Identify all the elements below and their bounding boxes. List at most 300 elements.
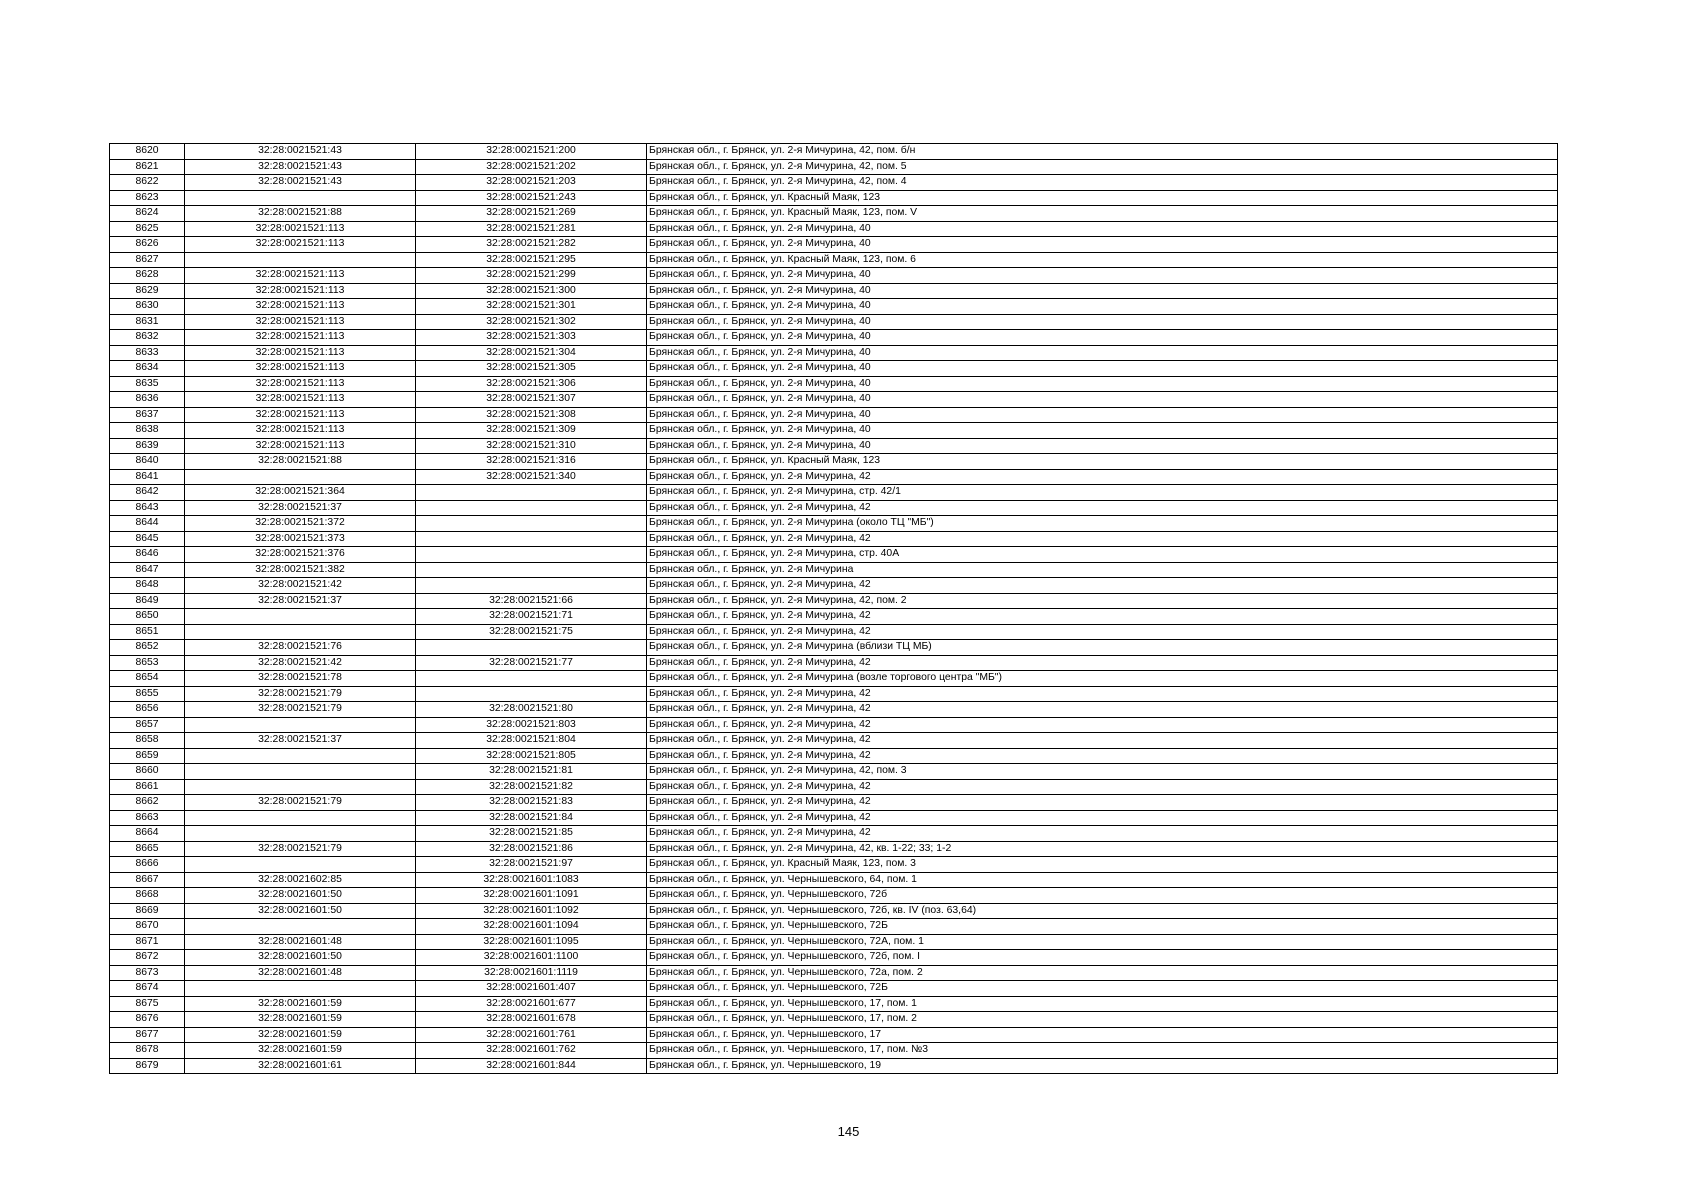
table-row: [110, 283, 1558, 299]
row-number-cell: 8667: [110, 872, 185, 888]
row-number-cell: 8662: [110, 795, 185, 811]
row-number-cell: 8673: [110, 965, 185, 981]
address-cell: Брянская обл., г. Брянск, ул. 2-я Мичурина, стр. 42/1: [647, 485, 1558, 501]
land-parcel-cell: 32:28:0021521:373: [185, 531, 416, 547]
row-number-cell: 8654: [110, 671, 185, 687]
land-parcel-cell: 32:28:0021521:42: [185, 655, 416, 671]
address-cell: Брянская обл., г. Брянск, ул. 2-я Мичурина, 42: [647, 702, 1558, 718]
address-cell: Брянская обл., г. Брянск, ул. 2-я Мичурина, 42: [647, 733, 1558, 749]
row-number-cell: 8640: [110, 454, 185, 470]
table-row: [110, 593, 1558, 609]
object-number-cell: [416, 516, 647, 532]
table-row: [110, 888, 1558, 904]
table-row: [110, 1043, 1558, 1059]
object-number-cell: 32:28:0021521:310: [416, 438, 647, 454]
address-cell: Брянская обл., г. Брянск, ул. 2-я Мичурина, 40: [647, 407, 1558, 423]
registry-table-body: [110, 144, 1558, 1074]
table-row: [110, 795, 1558, 811]
address-cell: Брянская обл., г. Брянск, ул. 2-я Мичурина, 40: [647, 237, 1558, 253]
object-number-cell: [416, 485, 647, 501]
object-number-cell: 32:28:0021521:295: [416, 252, 647, 268]
object-number-cell: 32:28:0021521:805: [416, 748, 647, 764]
address-cell: Брянская обл., г. Брянск, ул. Чернышевского, 64, пом. 1: [647, 872, 1558, 888]
land-parcel-cell: [185, 919, 416, 935]
table-row: [110, 252, 1558, 268]
table-row: [110, 810, 1558, 826]
row-number-cell: 8643: [110, 500, 185, 516]
object-number-cell: 32:28:0021521:282: [416, 237, 647, 253]
address-cell: Брянская обл., г. Брянск, ул. 2-я Мичурина, 42: [647, 655, 1558, 671]
table-row: [110, 144, 1558, 160]
table-row: [110, 841, 1558, 857]
row-number-cell: 8676: [110, 1012, 185, 1028]
land-parcel-cell: 32:28:0021601:50: [185, 950, 416, 966]
object-number-cell: 32:28:0021521:81: [416, 764, 647, 780]
object-number-cell: 32:28:0021521:302: [416, 314, 647, 330]
address-cell: Брянская обл., г. Брянск, ул. Чернышевского, 17: [647, 1027, 1558, 1043]
address-cell: Брянская обл., г. Брянск, ул. Чернышевского, 72А, пом. 1: [647, 934, 1558, 950]
land-parcel-cell: 32:28:0021521:43: [185, 144, 416, 160]
land-parcel-cell: 32:28:0021521:88: [185, 206, 416, 222]
row-number-cell: 8636: [110, 392, 185, 408]
table-row: [110, 330, 1558, 346]
object-number-cell: [416, 640, 647, 656]
table-row: [110, 407, 1558, 423]
object-number-cell: 32:28:0021521:340: [416, 469, 647, 485]
table-row: [110, 872, 1558, 888]
land-parcel-cell: 32:28:0021521:42: [185, 578, 416, 594]
table-row: [110, 934, 1558, 950]
address-cell: Брянская обл., г. Брянск, ул. 2-я Мичурина, 42: [647, 810, 1558, 826]
land-parcel-cell: 32:28:0021521:113: [185, 268, 416, 284]
address-cell: Брянская обл., г. Брянск, ул. Чернышевского, 72б, пом. I: [647, 950, 1558, 966]
row-number-cell: 8628: [110, 268, 185, 284]
address-cell: Брянская обл., г. Брянск, ул. 2-я Мичурина, 42, пом. б/н: [647, 144, 1558, 160]
row-number-cell: 8639: [110, 438, 185, 454]
table-row: [110, 748, 1558, 764]
row-number-cell: 8679: [110, 1058, 185, 1074]
table-row: [110, 609, 1558, 625]
address-cell: Брянская обл., г. Брянск, ул. 2-я Мичурина, 42: [647, 748, 1558, 764]
land-parcel-cell: [185, 981, 416, 997]
land-parcel-cell: [185, 624, 416, 640]
land-parcel-cell: 32:28:0021601:59: [185, 996, 416, 1012]
row-number-cell: 8669: [110, 903, 185, 919]
address-cell: Брянская обл., г. Брянск, ул. 2-я Мичурина, 40: [647, 314, 1558, 330]
object-number-cell: 32:28:0021521:202: [416, 159, 647, 175]
object-number-cell: 32:28:0021521:97: [416, 857, 647, 873]
table-row: [110, 206, 1558, 222]
land-parcel-cell: 32:28:0021521:113: [185, 345, 416, 361]
object-number-cell: 32:28:0021521:307: [416, 392, 647, 408]
table-row: [110, 1027, 1558, 1043]
page-number: 145: [837, 1124, 860, 1139]
address-cell: Брянская обл., г. Брянск, ул. Красный Маяк, 123: [647, 190, 1558, 206]
table-row: [110, 1058, 1558, 1074]
row-number-cell: 8637: [110, 407, 185, 423]
row-number-cell: 8653: [110, 655, 185, 671]
land-parcel-cell: 32:28:0021521:37: [185, 733, 416, 749]
row-number-cell: 8647: [110, 562, 185, 578]
table-row: [110, 733, 1558, 749]
land-parcel-cell: 32:28:0021521:43: [185, 175, 416, 191]
address-cell: Брянская обл., г. Брянск, ул. 2-я Мичурина (около ТЦ "МБ"): [647, 516, 1558, 532]
land-parcel-cell: 32:28:0021601:48: [185, 965, 416, 981]
table-row: [110, 361, 1558, 377]
table-row: [110, 547, 1558, 563]
land-parcel-cell: [185, 190, 416, 206]
row-number-cell: 8677: [110, 1027, 185, 1043]
table-row: [110, 903, 1558, 919]
table-row: [110, 392, 1558, 408]
object-number-cell: 32:28:0021521:77: [416, 655, 647, 671]
address-cell: Брянская обл., г. Брянск, ул. 2-я Мичурина, 42, пом. 3: [647, 764, 1558, 780]
row-number-cell: 8674: [110, 981, 185, 997]
object-number-cell: 32:28:0021601:1094: [416, 919, 647, 935]
address-cell: Брянская обл., г. Брянск, ул. 2-я Мичурина, 42: [647, 469, 1558, 485]
table-row: [110, 1012, 1558, 1028]
address-cell: Брянская обл., г. Брянск, ул. 2-я Мичурина, 40: [647, 330, 1558, 346]
land-parcel-cell: [185, 810, 416, 826]
object-number-cell: 32:28:0021521:301: [416, 299, 647, 315]
table-row: [110, 485, 1558, 501]
object-number-cell: 32:28:0021601:844: [416, 1058, 647, 1074]
address-cell: Брянская обл., г. Брянск, ул. 2-я Мичурина, 42: [647, 717, 1558, 733]
land-parcel-cell: 32:28:0021521:382: [185, 562, 416, 578]
land-parcel-cell: 32:28:0021521:113: [185, 299, 416, 315]
table-row: [110, 516, 1558, 532]
object-number-cell: 32:28:0021521:299: [416, 268, 647, 284]
row-number-cell: 8638: [110, 423, 185, 439]
row-number-cell: 8621: [110, 159, 185, 175]
row-number-cell: 8633: [110, 345, 185, 361]
table-row: [110, 826, 1558, 842]
table-row: [110, 640, 1558, 656]
land-parcel-cell: [185, 252, 416, 268]
address-cell: Брянская обл., г. Брянск, ул. 2-я Мичурина, 42: [647, 686, 1558, 702]
land-parcel-cell: 32:28:0021521:113: [185, 237, 416, 253]
object-number-cell: 32:28:0021601:1083: [416, 872, 647, 888]
land-parcel-cell: 32:28:0021601:48: [185, 934, 416, 950]
land-parcel-cell: 32:28:0021521:113: [185, 221, 416, 237]
object-number-cell: 32:28:0021521:803: [416, 717, 647, 733]
land-parcel-cell: [185, 717, 416, 733]
object-number-cell: 32:28:0021521:66: [416, 593, 647, 609]
land-parcel-cell: [185, 779, 416, 795]
object-number-cell: 32:28:0021601:677: [416, 996, 647, 1012]
address-cell: Брянская обл., г. Брянск, ул. 2-я Мичурина, 42: [647, 795, 1558, 811]
object-number-cell: 32:28:0021521:303: [416, 330, 647, 346]
table-row: [110, 175, 1558, 191]
table-row: [110, 423, 1558, 439]
object-number-cell: [416, 547, 647, 563]
table-row: [110, 764, 1558, 780]
address-cell: Брянская обл., г. Брянск, ул. Чернышевского, 72б, кв. IV (поз. 63,64): [647, 903, 1558, 919]
row-number-cell: 8656: [110, 702, 185, 718]
address-cell: Брянская обл., г. Брянск, ул. 2-я Мичурина, 42: [647, 609, 1558, 625]
row-number-cell: 8623: [110, 190, 185, 206]
table-row: [110, 469, 1558, 485]
row-number-cell: 8661: [110, 779, 185, 795]
row-number-cell: 8657: [110, 717, 185, 733]
address-cell: Брянская обл., г. Брянск, ул. 2-я Мичурина, 42: [647, 624, 1558, 640]
table-row: [110, 454, 1558, 470]
object-number-cell: 32:28:0021521:309: [416, 423, 647, 439]
object-number-cell: 32:28:0021521:82: [416, 779, 647, 795]
object-number-cell: 32:28:0021601:407: [416, 981, 647, 997]
address-cell: Брянская обл., г. Брянск, ул. Чернышевского, 72б: [647, 888, 1558, 904]
land-parcel-cell: 32:28:0021521:113: [185, 283, 416, 299]
land-parcel-cell: 32:28:0021601:50: [185, 888, 416, 904]
address-cell: Брянская обл., г. Брянск, ул. 2-я Мичурина, 40: [647, 299, 1558, 315]
row-number-cell: 8671: [110, 934, 185, 950]
row-number-cell: 8644: [110, 516, 185, 532]
object-number-cell: 32:28:0021521:281: [416, 221, 647, 237]
row-number-cell: 8668: [110, 888, 185, 904]
table-row: [110, 624, 1558, 640]
object-number-cell: 32:28:0021521:305: [416, 361, 647, 377]
land-parcel-cell: 32:28:0021521:37: [185, 593, 416, 609]
table-row: [110, 779, 1558, 795]
land-parcel-cell: 32:28:0021521:79: [185, 686, 416, 702]
object-number-cell: 32:28:0021521:203: [416, 175, 647, 191]
land-parcel-cell: 32:28:0021521:376: [185, 547, 416, 563]
address-cell: Брянская обл., г. Брянск, ул. 2-я Мичурина, 40: [647, 361, 1558, 377]
address-cell: Брянская обл., г. Брянск, ул. 2-я Мичурина, 40: [647, 438, 1558, 454]
land-parcel-cell: 32:28:0021521:79: [185, 795, 416, 811]
row-number-cell: 8658: [110, 733, 185, 749]
land-parcel-cell: 32:28:0021602:85: [185, 872, 416, 888]
table-row: [110, 500, 1558, 516]
object-number-cell: [416, 686, 647, 702]
table-row: [110, 531, 1558, 547]
table-row: [110, 686, 1558, 702]
row-number-cell: 8678: [110, 1043, 185, 1059]
address-cell: Брянская обл., г. Брянск, ул. Красный Маяк, 123, пом. V: [647, 206, 1558, 222]
land-parcel-cell: 32:28:0021521:88: [185, 454, 416, 470]
table-row: [110, 190, 1558, 206]
land-parcel-cell: 32:28:0021601:59: [185, 1027, 416, 1043]
address-cell: Брянская обл., г. Брянск, ул. Чернышевского, 19: [647, 1058, 1558, 1074]
address-cell: Брянская обл., г. Брянск, ул. 2-я Мичурина, 40: [647, 268, 1558, 284]
land-parcel-cell: 32:28:0021521:113: [185, 330, 416, 346]
object-number-cell: 32:28:0021601:1119: [416, 965, 647, 981]
land-parcel-cell: [185, 764, 416, 780]
table-row: [110, 857, 1558, 873]
object-number-cell: 32:28:0021521:304: [416, 345, 647, 361]
address-cell: Брянская обл., г. Брянск, ул. 2-я Мичурина, 42: [647, 826, 1558, 842]
object-number-cell: 32:28:0021601:761: [416, 1027, 647, 1043]
object-number-cell: [416, 531, 647, 547]
land-parcel-cell: 32:28:0021521:372: [185, 516, 416, 532]
table-row: [110, 578, 1558, 594]
address-cell: Брянская обл., г. Брянск, ул. Чернышевского, 17, пом. №3: [647, 1043, 1558, 1059]
land-parcel-cell: 32:28:0021521:113: [185, 392, 416, 408]
object-number-cell: 32:28:0021521:804: [416, 733, 647, 749]
row-number-cell: 8646: [110, 547, 185, 563]
table-row: [110, 562, 1558, 578]
row-number-cell: 8652: [110, 640, 185, 656]
object-number-cell: [416, 562, 647, 578]
address-cell: Брянская обл., г. Брянск, ул. 2-я Мичурина, 42: [647, 578, 1558, 594]
land-parcel-cell: 32:28:0021521:43: [185, 159, 416, 175]
row-number-cell: 8651: [110, 624, 185, 640]
land-parcel-cell: 32:28:0021521:364: [185, 485, 416, 501]
land-parcel-cell: 32:28:0021601:61: [185, 1058, 416, 1074]
table-row: [110, 717, 1558, 733]
address-cell: Брянская обл., г. Брянск, ул. 2-я Мичурина, 42: [647, 779, 1558, 795]
object-number-cell: 32:28:0021521:316: [416, 454, 647, 470]
table-row: [110, 655, 1558, 671]
table-row: [110, 268, 1558, 284]
object-number-cell: 32:28:0021521:86: [416, 841, 647, 857]
row-number-cell: 8664: [110, 826, 185, 842]
object-number-cell: 32:28:0021521:308: [416, 407, 647, 423]
object-number-cell: 32:28:0021601:1100: [416, 950, 647, 966]
object-number-cell: 32:28:0021601:678: [416, 1012, 647, 1028]
object-number-cell: 32:28:0021601:1091: [416, 888, 647, 904]
land-parcel-cell: 32:28:0021601:50: [185, 903, 416, 919]
address-cell: Брянская обл., г. Брянск, ул. 2-я Мичурина, 40: [647, 283, 1558, 299]
object-number-cell: 32:28:0021521:200: [416, 144, 647, 160]
land-parcel-cell: [185, 469, 416, 485]
address-cell: Брянская обл., г. Брянск, ул. Чернышевского, 72Б: [647, 981, 1558, 997]
row-number-cell: 8655: [110, 686, 185, 702]
table-row: [110, 299, 1558, 315]
address-cell: Брянская обл., г. Брянск, ул. 2-я Мичурина, 42: [647, 500, 1558, 516]
table-row: [110, 159, 1558, 175]
land-parcel-cell: [185, 609, 416, 625]
land-parcel-cell: [185, 857, 416, 873]
land-parcel-cell: 32:28:0021521:113: [185, 438, 416, 454]
address-cell: Брянская обл., г. Брянск, ул. 2-я Мичурина, 40: [647, 423, 1558, 439]
row-number-cell: 8675: [110, 996, 185, 1012]
land-parcel-cell: [185, 826, 416, 842]
address-cell: Брянская обл., г. Брянск, ул. 2-я Мичурина, 42, кв. 1-22; 33; 1-2: [647, 841, 1558, 857]
row-number-cell: 8620: [110, 144, 185, 160]
address-cell: Брянская обл., г. Брянск, ул. Чернышевского, 17, пом. 1: [647, 996, 1558, 1012]
row-number-cell: 8634: [110, 361, 185, 377]
object-number-cell: 32:28:0021601:1095: [416, 934, 647, 950]
land-parcel-cell: 32:28:0021521:113: [185, 423, 416, 439]
address-cell: Брянская обл., г. Брянск, ул. Чернышевского, 17, пом. 2: [647, 1012, 1558, 1028]
object-number-cell: [416, 578, 647, 594]
object-number-cell: 32:28:0021521:85: [416, 826, 647, 842]
row-number-cell: 8665: [110, 841, 185, 857]
land-parcel-cell: 32:28:0021521:113: [185, 314, 416, 330]
land-parcel-cell: 32:28:0021521:113: [185, 376, 416, 392]
object-number-cell: 32:28:0021521:75: [416, 624, 647, 640]
object-number-cell: 32:28:0021601:1092: [416, 903, 647, 919]
address-cell: Брянская обл., г. Брянск, ул. Чернышевского, 72а, пом. 2: [647, 965, 1558, 981]
object-number-cell: 32:28:0021521:84: [416, 810, 647, 826]
address-cell: Брянская обл., г. Брянск, ул. 2-я Мичурина, стр. 40А: [647, 547, 1558, 563]
table-row: [110, 376, 1558, 392]
table-row: [110, 438, 1558, 454]
object-number-cell: [416, 671, 647, 687]
row-number-cell: 8663: [110, 810, 185, 826]
table-row: [110, 314, 1558, 330]
land-parcel-cell: 32:28:0021601:59: [185, 1012, 416, 1028]
row-number-cell: 8659: [110, 748, 185, 764]
address-cell: Брянская обл., г. Брянск, ул. Красный Маяк, 123: [647, 454, 1558, 470]
row-number-cell: 8650: [110, 609, 185, 625]
table-row: [110, 965, 1558, 981]
table-row: [110, 996, 1558, 1012]
address-cell: Брянская обл., г. Брянск, ул. 2-я Мичурина: [647, 562, 1558, 578]
row-number-cell: 8630: [110, 299, 185, 315]
row-number-cell: 8635: [110, 376, 185, 392]
land-parcel-cell: 32:28:0021601:59: [185, 1043, 416, 1059]
table-row: [110, 702, 1558, 718]
row-number-cell: 8641: [110, 469, 185, 485]
row-number-cell: 8627: [110, 252, 185, 268]
object-number-cell: [416, 500, 647, 516]
object-number-cell: 32:28:0021521:83: [416, 795, 647, 811]
row-number-cell: 8626: [110, 237, 185, 253]
address-cell: Брянская обл., г. Брянск, ул. 2-я Мичурина, 42: [647, 531, 1558, 547]
object-number-cell: 32:28:0021601:762: [416, 1043, 647, 1059]
address-cell: Брянская обл., г. Брянск, ул. 2-я Мичурина, 42, пом. 2: [647, 593, 1558, 609]
row-number-cell: 8625: [110, 221, 185, 237]
land-parcel-cell: [185, 748, 416, 764]
address-cell: Брянская обл., г. Брянск, ул. 2-я Мичурина (вблизи ТЦ МБ): [647, 640, 1558, 656]
land-parcel-cell: 32:28:0021521:113: [185, 361, 416, 377]
address-cell: Брянская обл., г. Брянск, ул. 2-я Мичурина (возле торгового центра "МБ"): [647, 671, 1558, 687]
address-cell: Брянская обл., г. Брянск, ул. 2-я Мичурина, 40: [647, 376, 1558, 392]
row-number-cell: 8666: [110, 857, 185, 873]
row-number-cell: 8670: [110, 919, 185, 935]
address-cell: Брянская обл., г. Брянск, ул. 2-я Мичурина, 42, пом. 4: [647, 175, 1558, 191]
land-parcel-cell: 32:28:0021521:79: [185, 702, 416, 718]
address-cell: Брянская обл., г. Брянск, ул. Чернышевского, 72Б: [647, 919, 1558, 935]
row-number-cell: 8631: [110, 314, 185, 330]
object-number-cell: 32:28:0021521:306: [416, 376, 647, 392]
object-number-cell: 32:28:0021521:71: [416, 609, 647, 625]
row-number-cell: 8648: [110, 578, 185, 594]
object-number-cell: 32:28:0021521:243: [416, 190, 647, 206]
land-parcel-cell: 32:28:0021521:76: [185, 640, 416, 656]
row-number-cell: 8629: [110, 283, 185, 299]
table-row: [110, 671, 1558, 687]
row-number-cell: 8672: [110, 950, 185, 966]
row-number-cell: 8660: [110, 764, 185, 780]
table-row: [110, 221, 1558, 237]
table-row: [110, 919, 1558, 935]
address-cell: Брянская обл., г. Брянск, ул. 2-я Мичурина, 40: [647, 345, 1558, 361]
land-parcel-cell: 32:28:0021521:37: [185, 500, 416, 516]
row-number-cell: 8632: [110, 330, 185, 346]
address-cell: Брянская обл., г. Брянск, ул. 2-я Мичурина, 40: [647, 392, 1558, 408]
address-cell: Брянская обл., г. Брянск, ул. 2-я Мичурина, 42, пом. 5: [647, 159, 1558, 175]
row-number-cell: 8622: [110, 175, 185, 191]
address-cell: Брянская обл., г. Брянск, ул. Красный Маяк, 123, пом. 6: [647, 252, 1558, 268]
table-row: [110, 981, 1558, 997]
registry-table: [109, 143, 1558, 1074]
table-row: [110, 237, 1558, 253]
row-number-cell: 8649: [110, 593, 185, 609]
address-cell: Брянская обл., г. Брянск, ул. Красный Маяк, 123, пом. 3: [647, 857, 1558, 873]
object-number-cell: 32:28:0021521:300: [416, 283, 647, 299]
row-number-cell: 8645: [110, 531, 185, 547]
land-parcel-cell: 32:28:0021521:78: [185, 671, 416, 687]
table-row: [110, 950, 1558, 966]
table-row: [110, 345, 1558, 361]
object-number-cell: 32:28:0021521:80: [416, 702, 647, 718]
row-number-cell: 8624: [110, 206, 185, 222]
land-parcel-cell: 32:28:0021521:113: [185, 407, 416, 423]
row-number-cell: 8642: [110, 485, 185, 501]
